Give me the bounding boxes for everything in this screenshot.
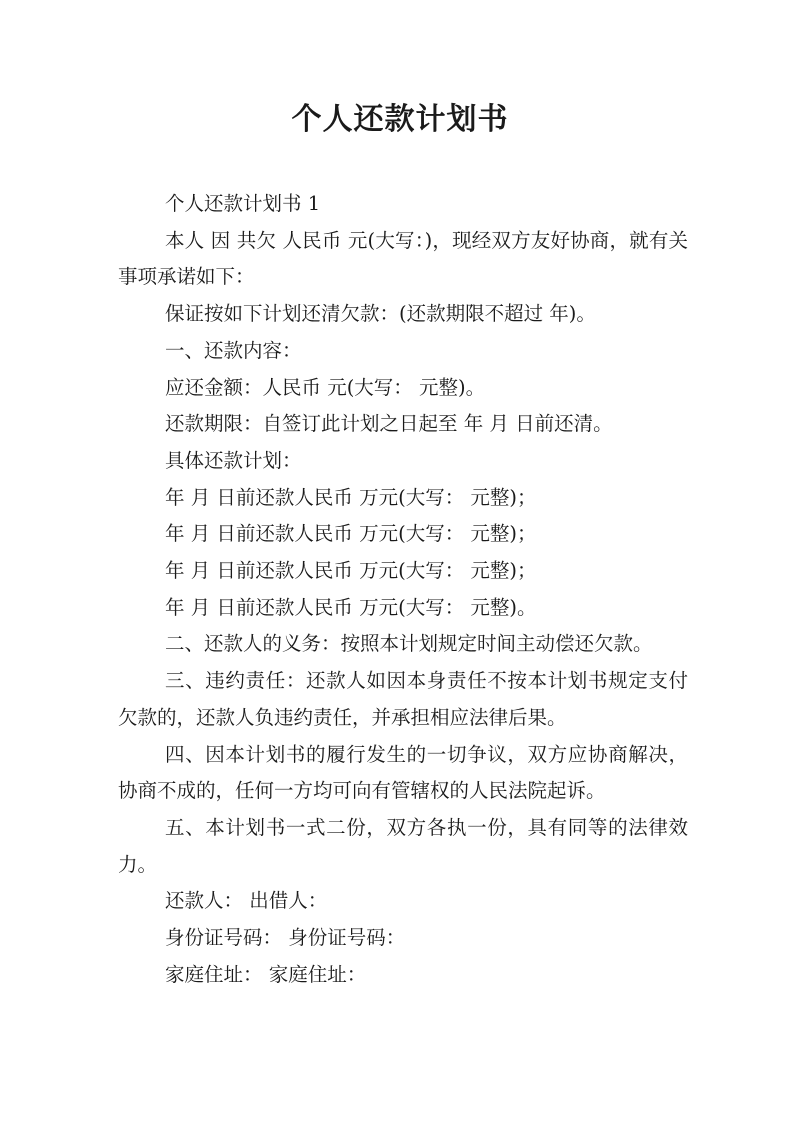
installment-line-1: 年 月 日前还款人民币 万元(大写： 元整)； <box>165 485 537 509</box>
guarantee-paragraph: 保证按如下计划还清欠款：(还款期限不超过 年)。 <box>165 302 596 326</box>
signature-id-line: 身份证号码： 身份证号码： <box>165 926 406 950</box>
obligation-paragraph: 二、还款人的义务：按照本计划规定时间主动偿还欠款。 <box>165 632 653 656</box>
document-body <box>118 186 688 993</box>
subtitle-paragraph: 个人还款计划书 1 <box>165 192 321 215</box>
installment-line-4: 年 月 日前还款人民币 万元(大写： 元整)。 <box>165 595 537 619</box>
repayment-plan-heading: 具体还款计划： <box>165 448 302 472</box>
signature-address-line: 家庭住址： 家庭住址： <box>165 962 367 986</box>
repayment-deadline-paragraph: 还款期限：自签订此计划之日起至 年 月 日前还清。 <box>165 412 613 436</box>
dispute-resolution-paragraph: 四、因本计划书的履行发生的一切争议，双方应协商解决，协商不成的，任何一方均可向有管辖权的人民法院起诉。 <box>118 742 688 803</box>
signature-names-line: 还款人： 出借人： <box>165 889 328 913</box>
copies-paragraph: 五、本计划书一式二份，双方各执一份，具有同等的法律效力。 <box>118 815 688 876</box>
installment-line-2: 年 月 日前还款人民币 万元(大写： 元整)； <box>165 522 537 546</box>
installment-line-3: 年 月 日前还款人民币 万元(大写： 元整)； <box>165 559 537 583</box>
amount-due-paragraph: 应还金额：人民币 元(大写： 元整)。 <box>165 375 486 399</box>
document-title: 个人还款计划书 <box>291 102 509 137</box>
section-repayment-content-heading: 一、还款内容： <box>165 338 302 362</box>
breach-liability-paragraph: 三、违约责任：还款人如因本身责任不按本计划书规定支付欠款的，还款人负违约责任，并承担相应法律后果。 <box>118 669 688 729</box>
debt-statement-paragraph: 本人 因 共欠 人民币 元(大写：)，现经双方友好协商，就有关事项承诺如下： <box>118 228 688 289</box>
